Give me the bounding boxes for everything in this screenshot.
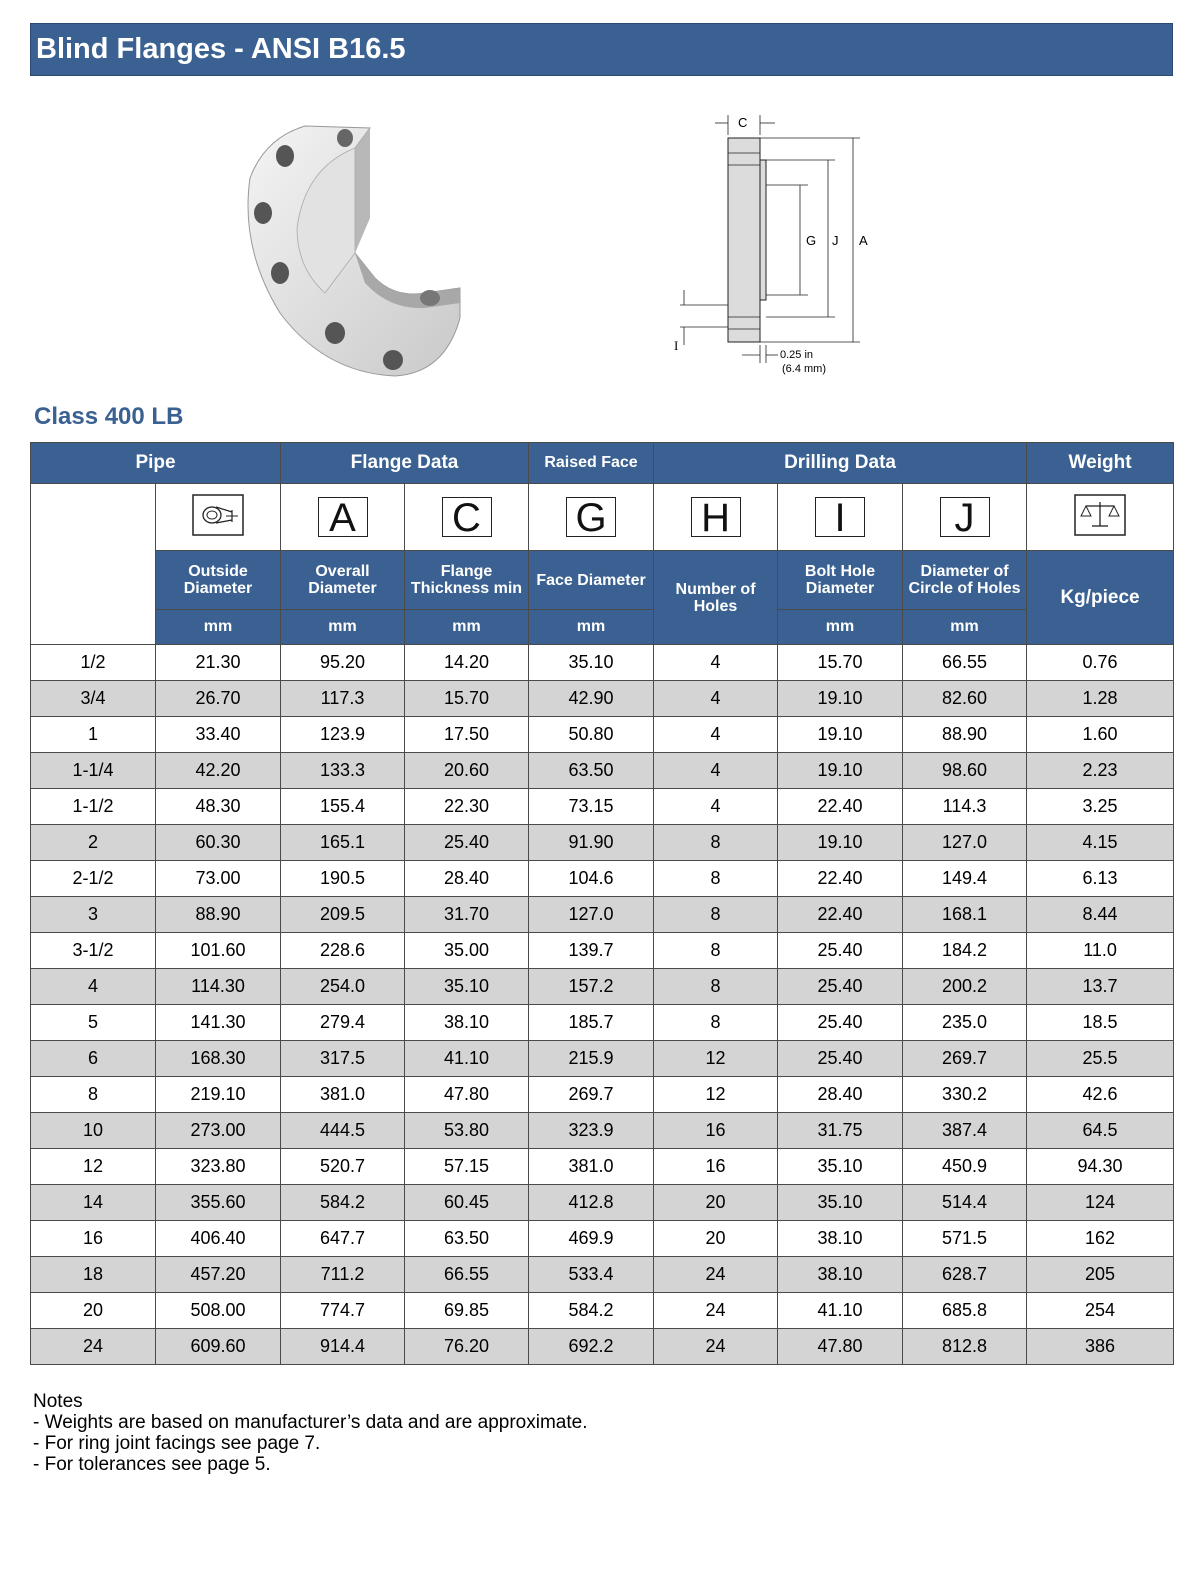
cell-circle-diameter: 66.55 bbox=[903, 645, 1027, 681]
cell-circle-diameter: 269.7 bbox=[903, 1041, 1027, 1077]
cell-bolt-hole-diameter: 15.70 bbox=[778, 645, 903, 681]
cell-flange-thickness: 41.10 bbox=[405, 1041, 529, 1077]
note-line: - For ring joint facings see page 7. bbox=[33, 1433, 321, 1454]
cell-bolt-hole-diameter: 35.10 bbox=[778, 1185, 903, 1221]
cell-bolt-hole-diameter: 25.40 bbox=[778, 969, 903, 1005]
cell-circle-diameter: 184.2 bbox=[903, 933, 1027, 969]
cell-nominal-size: 24 bbox=[31, 1329, 156, 1365]
cell-nominal-size: 1/2 bbox=[31, 645, 156, 681]
notes-heading: Notes bbox=[33, 1391, 83, 1412]
table-row bbox=[31, 969, 1174, 1005]
cell-flange-thickness: 35.00 bbox=[405, 933, 529, 969]
cell-circle-diameter: 149.4 bbox=[903, 861, 1027, 897]
diagram-dim-mm: (6.4 mm) bbox=[782, 363, 826, 375]
table-row bbox=[31, 861, 1174, 897]
cell-outside-diameter: 406.40 bbox=[156, 1221, 281, 1257]
unit-cell: mm bbox=[903, 610, 1027, 645]
table-body bbox=[31, 645, 1174, 1365]
table-row bbox=[31, 1113, 1174, 1149]
cell-overall-diameter: 117.3 bbox=[281, 681, 405, 717]
cell-outside-diameter: 457.20 bbox=[156, 1257, 281, 1293]
cell-flange-thickness: 14.20 bbox=[405, 645, 529, 681]
cell-outside-diameter: 60.30 bbox=[156, 825, 281, 861]
cell-overall-diameter: 228.6 bbox=[281, 933, 405, 969]
table-row bbox=[31, 1329, 1174, 1365]
label-outside-diameter: Outside Diameter bbox=[156, 551, 281, 610]
cell-number-of-holes: 4 bbox=[654, 717, 778, 753]
cell-number-of-holes: 4 bbox=[654, 681, 778, 717]
cell-outside-diameter: 273.00 bbox=[156, 1113, 281, 1149]
symbol-h: H bbox=[691, 497, 741, 537]
table-row bbox=[31, 897, 1174, 933]
flange-spec-table bbox=[30, 442, 1174, 1365]
symbol-g: G bbox=[566, 497, 616, 537]
cell-circle-diameter: 127.0 bbox=[903, 825, 1027, 861]
cell-face-diameter: 157.2 bbox=[529, 969, 654, 1005]
cell-overall-diameter: 209.5 bbox=[281, 897, 405, 933]
cell-bolt-hole-diameter: 19.10 bbox=[778, 681, 903, 717]
unit-cell: mm bbox=[281, 610, 405, 645]
label-number-of-holes: Number of Holes bbox=[654, 551, 778, 645]
cell-face-diameter: 215.9 bbox=[529, 1041, 654, 1077]
cell-overall-diameter: 317.5 bbox=[281, 1041, 405, 1077]
cell-flange-thickness: 20.60 bbox=[405, 753, 529, 789]
cell-circle-diameter: 685.8 bbox=[903, 1293, 1027, 1329]
cell-nominal-size: 2-1/2 bbox=[31, 861, 156, 897]
cell-circle-diameter: 387.4 bbox=[903, 1113, 1027, 1149]
symbol-h-cell bbox=[654, 484, 778, 551]
cell-nominal-size: 3-1/2 bbox=[31, 933, 156, 969]
cell-number-of-holes: 8 bbox=[654, 825, 778, 861]
cell-weight-kg: 8.44 bbox=[1027, 897, 1174, 933]
cell-weight-kg: 0.76 bbox=[1027, 645, 1174, 681]
cell-circle-diameter: 450.9 bbox=[903, 1149, 1027, 1185]
cell-number-of-holes: 12 bbox=[654, 1077, 778, 1113]
cell-flange-thickness: 35.10 bbox=[405, 969, 529, 1005]
cell-nominal-size: 12 bbox=[31, 1149, 156, 1185]
cell-number-of-holes: 16 bbox=[654, 1113, 778, 1149]
cell-bolt-hole-diameter: 41.10 bbox=[778, 1293, 903, 1329]
cell-outside-diameter: 323.80 bbox=[156, 1149, 281, 1185]
cell-circle-diameter: 98.60 bbox=[903, 753, 1027, 789]
cell-bolt-hole-diameter: 22.40 bbox=[778, 789, 903, 825]
cell-flange-thickness: 38.10 bbox=[405, 1005, 529, 1041]
cell-overall-diameter: 155.4 bbox=[281, 789, 405, 825]
table-row bbox=[31, 1293, 1174, 1329]
page-title: Blind Flanges - ANSI B16.5 bbox=[36, 33, 406, 65]
diagram-label-g: G bbox=[806, 233, 817, 248]
cell-flange-thickness: 63.50 bbox=[405, 1221, 529, 1257]
cell-flange-thickness: 25.40 bbox=[405, 825, 529, 861]
cell-flange-thickness: 22.30 bbox=[405, 789, 529, 825]
cell-overall-diameter: 95.20 bbox=[281, 645, 405, 681]
cell-circle-diameter: 628.7 bbox=[903, 1257, 1027, 1293]
cell-outside-diameter: 114.30 bbox=[156, 969, 281, 1005]
notes bbox=[33, 1391, 588, 1475]
table-row bbox=[31, 933, 1174, 969]
cell-flange-thickness: 31.70 bbox=[405, 897, 529, 933]
cell-overall-diameter: 584.2 bbox=[281, 1185, 405, 1221]
cell-bolt-hole-diameter: 22.40 bbox=[778, 897, 903, 933]
cell-overall-diameter: 914.4 bbox=[281, 1329, 405, 1365]
symbol-g-cell bbox=[529, 484, 654, 551]
cell-number-of-holes: 4 bbox=[654, 789, 778, 825]
cell-flange-thickness: 53.80 bbox=[405, 1113, 529, 1149]
cell-weight-kg: 13.7 bbox=[1027, 969, 1174, 1005]
group-weight: Weight bbox=[1027, 443, 1174, 484]
flange-dimension-diagram bbox=[660, 105, 895, 385]
cell-flange-thickness: 66.55 bbox=[405, 1257, 529, 1293]
table-row bbox=[31, 1041, 1174, 1077]
cell-number-of-holes: 8 bbox=[654, 933, 778, 969]
group-drilling-data: Drilling Data bbox=[654, 443, 1027, 484]
group-flange-data: Flange Data bbox=[281, 443, 529, 484]
flange-illustration bbox=[245, 118, 470, 383]
cell-nominal-size: 1-1/4 bbox=[31, 753, 156, 789]
nominal-pipe-size-header bbox=[31, 484, 156, 645]
cell-outside-diameter: 42.20 bbox=[156, 753, 281, 789]
unit-cell: mm bbox=[529, 610, 654, 645]
cell-flange-thickness: 76.20 bbox=[405, 1329, 529, 1365]
cell-face-diameter: 63.50 bbox=[529, 753, 654, 789]
cell-overall-diameter: 647.7 bbox=[281, 1221, 405, 1257]
cell-number-of-holes: 4 bbox=[654, 645, 778, 681]
diagram-dim-in: 0.25 in bbox=[780, 349, 814, 361]
cell-circle-diameter: 235.0 bbox=[903, 1005, 1027, 1041]
cell-nominal-size: 14 bbox=[31, 1185, 156, 1221]
diagram-label-c: C bbox=[738, 115, 748, 130]
cell-outside-diameter: 168.30 bbox=[156, 1041, 281, 1077]
cell-flange-thickness: 15.70 bbox=[405, 681, 529, 717]
cell-bolt-hole-diameter: 47.80 bbox=[778, 1329, 903, 1365]
cell-overall-diameter: 123.9 bbox=[281, 717, 405, 753]
class-title: Class 400 LB bbox=[34, 403, 184, 430]
group-raised-face: Raised Face bbox=[529, 443, 654, 484]
cell-outside-diameter: 88.90 bbox=[156, 897, 281, 933]
cell-nominal-size: 5 bbox=[31, 1005, 156, 1041]
cell-outside-diameter: 73.00 bbox=[156, 861, 281, 897]
cell-face-diameter: 73.15 bbox=[529, 789, 654, 825]
pipe-icon bbox=[192, 494, 244, 536]
cell-weight-kg: 4.15 bbox=[1027, 825, 1174, 861]
cell-face-diameter: 381.0 bbox=[529, 1149, 654, 1185]
cell-circle-diameter: 330.2 bbox=[903, 1077, 1027, 1113]
cell-face-diameter: 269.7 bbox=[529, 1077, 654, 1113]
table-row bbox=[31, 1185, 1174, 1221]
cell-weight-kg: 6.13 bbox=[1027, 861, 1174, 897]
cell-face-diameter: 323.9 bbox=[529, 1113, 654, 1149]
cell-circle-diameter: 114.3 bbox=[903, 789, 1027, 825]
label-overall-diameter: Overall Diameter bbox=[281, 551, 405, 610]
cell-nominal-size: 1 bbox=[31, 717, 156, 753]
cell-bolt-hole-diameter: 38.10 bbox=[778, 1257, 903, 1293]
cell-face-diameter: 533.4 bbox=[529, 1257, 654, 1293]
table-row bbox=[31, 789, 1174, 825]
pipe-symbol-cell bbox=[156, 484, 281, 551]
table-row bbox=[31, 1149, 1174, 1185]
cell-circle-diameter: 514.4 bbox=[903, 1185, 1027, 1221]
cell-outside-diameter: 26.70 bbox=[156, 681, 281, 717]
cell-nominal-size: 6 bbox=[31, 1041, 156, 1077]
table-row bbox=[31, 1221, 1174, 1257]
cell-nominal-size: 18 bbox=[31, 1257, 156, 1293]
symbol-j: J bbox=[940, 497, 990, 537]
diagram-label-i: I bbox=[674, 338, 679, 353]
cell-weight-kg: 64.5 bbox=[1027, 1113, 1174, 1149]
table-row bbox=[31, 717, 1174, 753]
table-row bbox=[31, 1005, 1174, 1041]
cell-bolt-hole-diameter: 31.75 bbox=[778, 1113, 903, 1149]
diagram-label-j: J bbox=[832, 233, 839, 248]
cell-face-diameter: 35.10 bbox=[529, 645, 654, 681]
symbol-i-cell bbox=[778, 484, 903, 551]
cell-number-of-holes: 20 bbox=[654, 1185, 778, 1221]
cell-number-of-holes: 20 bbox=[654, 1221, 778, 1257]
cell-flange-thickness: 57.15 bbox=[405, 1149, 529, 1185]
symbol-a-cell bbox=[281, 484, 405, 551]
cell-circle-diameter: 168.1 bbox=[903, 897, 1027, 933]
cell-overall-diameter: 381.0 bbox=[281, 1077, 405, 1113]
cell-overall-diameter: 190.5 bbox=[281, 861, 405, 897]
cell-number-of-holes: 24 bbox=[654, 1293, 778, 1329]
cell-face-diameter: 469.9 bbox=[529, 1221, 654, 1257]
cell-outside-diameter: 355.60 bbox=[156, 1185, 281, 1221]
diagram-label-a: A bbox=[859, 233, 868, 248]
cell-face-diameter: 185.7 bbox=[529, 1005, 654, 1041]
cell-weight-kg: 1.28 bbox=[1027, 681, 1174, 717]
cell-flange-thickness: 60.45 bbox=[405, 1185, 529, 1221]
cell-face-diameter: 104.6 bbox=[529, 861, 654, 897]
cell-nominal-size: 16 bbox=[31, 1221, 156, 1257]
cell-weight-kg: 205 bbox=[1027, 1257, 1174, 1293]
label-face-diameter: Face Diameter bbox=[529, 551, 654, 610]
cell-nominal-size: 3 bbox=[31, 897, 156, 933]
cell-circle-diameter: 200.2 bbox=[903, 969, 1027, 1005]
cell-overall-diameter: 711.2 bbox=[281, 1257, 405, 1293]
label-kg-per-piece: Kg/piece bbox=[1027, 551, 1174, 645]
cell-number-of-holes: 12 bbox=[654, 1041, 778, 1077]
cell-nominal-size: 3/4 bbox=[31, 681, 156, 717]
table-row bbox=[31, 1257, 1174, 1293]
cell-overall-diameter: 165.1 bbox=[281, 825, 405, 861]
title-bar bbox=[30, 23, 1173, 76]
cell-weight-kg: 3.25 bbox=[1027, 789, 1174, 825]
cell-weight-kg: 124 bbox=[1027, 1185, 1174, 1221]
cell-overall-diameter: 444.5 bbox=[281, 1113, 405, 1149]
unit-cell: mm bbox=[156, 610, 281, 645]
cell-nominal-size: 2 bbox=[31, 825, 156, 861]
cell-face-diameter: 692.2 bbox=[529, 1329, 654, 1365]
cell-bolt-hole-diameter: 25.40 bbox=[778, 1041, 903, 1077]
cell-outside-diameter: 141.30 bbox=[156, 1005, 281, 1041]
cell-overall-diameter: 254.0 bbox=[281, 969, 405, 1005]
cell-flange-thickness: 47.80 bbox=[405, 1077, 529, 1113]
label-flange-thickness: Flange Thickness min bbox=[405, 551, 529, 610]
cell-weight-kg: 11.0 bbox=[1027, 933, 1174, 969]
symbol-i: I bbox=[815, 497, 865, 537]
cell-weight-kg: 254 bbox=[1027, 1293, 1174, 1329]
cell-outside-diameter: 219.10 bbox=[156, 1077, 281, 1113]
table-row bbox=[31, 1077, 1174, 1113]
cell-number-of-holes: 24 bbox=[654, 1329, 778, 1365]
cell-outside-diameter: 33.40 bbox=[156, 717, 281, 753]
cell-nominal-size: 20 bbox=[31, 1293, 156, 1329]
cell-overall-diameter: 279.4 bbox=[281, 1005, 405, 1041]
cell-bolt-hole-diameter: 22.40 bbox=[778, 861, 903, 897]
nominal-pipe-size-label: Nominal Pipe Size bbox=[83, 484, 103, 640]
cell-overall-diameter: 774.7 bbox=[281, 1293, 405, 1329]
note-line: - For tolerances see page 5. bbox=[33, 1454, 271, 1475]
table-row bbox=[31, 645, 1174, 681]
cell-face-diameter: 127.0 bbox=[529, 897, 654, 933]
cell-number-of-holes: 8 bbox=[654, 861, 778, 897]
cell-weight-kg: 386 bbox=[1027, 1329, 1174, 1365]
cell-weight-kg: 18.5 bbox=[1027, 1005, 1174, 1041]
cell-weight-kg: 1.60 bbox=[1027, 717, 1174, 753]
cell-flange-thickness: 69.85 bbox=[405, 1293, 529, 1329]
table-row bbox=[31, 681, 1174, 717]
cell-weight-kg: 25.5 bbox=[1027, 1041, 1174, 1077]
weight-symbol-cell bbox=[1027, 484, 1174, 551]
unit-cell: mm bbox=[778, 610, 903, 645]
cell-bolt-hole-diameter: 38.10 bbox=[778, 1221, 903, 1257]
cell-bolt-hole-diameter: 35.10 bbox=[778, 1149, 903, 1185]
cell-number-of-holes: 8 bbox=[654, 1005, 778, 1041]
cell-flange-thickness: 28.40 bbox=[405, 861, 529, 897]
cell-weight-kg: 2.23 bbox=[1027, 753, 1174, 789]
cell-outside-diameter: 508.00 bbox=[156, 1293, 281, 1329]
cell-nominal-size: 8 bbox=[31, 1077, 156, 1113]
scale-icon bbox=[1074, 494, 1126, 536]
cell-face-diameter: 91.90 bbox=[529, 825, 654, 861]
cell-overall-diameter: 520.7 bbox=[281, 1149, 405, 1185]
cell-overall-diameter: 133.3 bbox=[281, 753, 405, 789]
cell-bolt-hole-diameter: 25.40 bbox=[778, 933, 903, 969]
symbol-c-cell bbox=[405, 484, 529, 551]
cell-outside-diameter: 101.60 bbox=[156, 933, 281, 969]
note-line: - Weights are based on manufacturer’s data and are approximate. bbox=[33, 1412, 588, 1433]
cell-bolt-hole-diameter: 19.10 bbox=[778, 717, 903, 753]
cell-face-diameter: 50.80 bbox=[529, 717, 654, 753]
cell-number-of-holes: 24 bbox=[654, 1257, 778, 1293]
group-pipe: Pipe bbox=[31, 443, 281, 484]
cell-face-diameter: 584.2 bbox=[529, 1293, 654, 1329]
cell-circle-diameter: 82.60 bbox=[903, 681, 1027, 717]
cell-circle-diameter: 571.5 bbox=[903, 1221, 1027, 1257]
cell-face-diameter: 412.8 bbox=[529, 1185, 654, 1221]
cell-circle-diameter: 812.8 bbox=[903, 1329, 1027, 1365]
symbol-c: C bbox=[442, 497, 492, 537]
table-row bbox=[31, 825, 1174, 861]
cell-bolt-hole-diameter: 19.10 bbox=[778, 753, 903, 789]
table-row bbox=[31, 753, 1174, 789]
cell-nominal-size: 1-1/2 bbox=[31, 789, 156, 825]
cell-weight-kg: 162 bbox=[1027, 1221, 1174, 1257]
label-bolt-hole-diameter: Bolt Hole Diameter bbox=[778, 551, 903, 610]
symbol-a: A bbox=[318, 497, 368, 537]
cell-face-diameter: 139.7 bbox=[529, 933, 654, 969]
cell-number-of-holes: 8 bbox=[654, 969, 778, 1005]
cell-outside-diameter: 21.30 bbox=[156, 645, 281, 681]
cell-face-diameter: 42.90 bbox=[529, 681, 654, 717]
cell-bolt-hole-diameter: 28.40 bbox=[778, 1077, 903, 1113]
cell-nominal-size: 10 bbox=[31, 1113, 156, 1149]
cell-number-of-holes: 16 bbox=[654, 1149, 778, 1185]
cell-bolt-hole-diameter: 19.10 bbox=[778, 825, 903, 861]
cell-weight-kg: 42.6 bbox=[1027, 1077, 1174, 1113]
cell-weight-kg: 94.30 bbox=[1027, 1149, 1174, 1185]
cell-bolt-hole-diameter: 25.40 bbox=[778, 1005, 903, 1041]
cell-number-of-holes: 4 bbox=[654, 753, 778, 789]
cell-number-of-holes: 8 bbox=[654, 897, 778, 933]
cell-flange-thickness: 17.50 bbox=[405, 717, 529, 753]
cell-outside-diameter: 48.30 bbox=[156, 789, 281, 825]
cell-outside-diameter: 609.60 bbox=[156, 1329, 281, 1365]
cell-circle-diameter: 88.90 bbox=[903, 717, 1027, 753]
symbol-j-cell bbox=[903, 484, 1027, 551]
cell-nominal-size: 4 bbox=[31, 969, 156, 1005]
unit-cell: mm bbox=[405, 610, 529, 645]
label-circle-of-holes: Diameter of Circle of Holes bbox=[903, 551, 1027, 610]
